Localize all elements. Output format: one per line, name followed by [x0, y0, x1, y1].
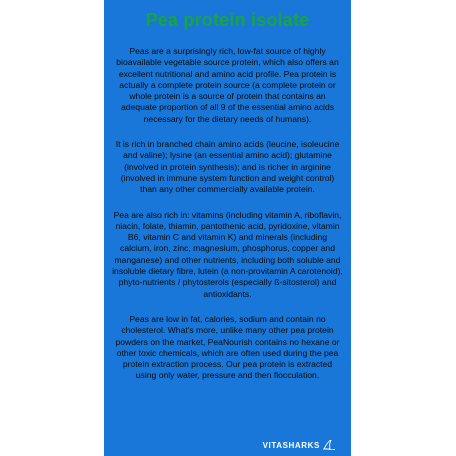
brand-name [263, 441, 320, 450]
brand-name-part1: VITA [262, 440, 283, 450]
shark-fin-icon [323, 440, 335, 450]
paragraph-vitamins-minerals: Pea are also rich in: vitamins (including vitamin A, riboflavin, niacin, folate, thiamin, pantothenic acid, pyridoxine, vitamin B6, vitamin C and vitamin K) and minerals (including calcium, iron, zinc, magnesium, phosphorus, copper and manganese) and other nutrients, including both soluble and insoluble dietary fibre, lutein (a non-provitamin A carotenoid), phyto-nutrients / phytosterols (especially ß-sitosterol) and antioxidants. [112, 209, 343, 299]
brand-logo [263, 440, 335, 450]
paragraph-amino-acids: It is rich in branched chain amino acids (leucine, isoleucine and valine); lysine (an essential amino acid); glutamine (involved in protein synthesis); and is richer in arginine (involved in immune system function and weight control) than any other commercially available protein. [115, 139, 340, 195]
paragraph-low-fat: Peas are low in fat, calories, sodium and contain no cholesterol. What's more, unlike many other pea protein powders on the market, PeaNourish contains no hexane or other toxic chemicals, which are often used during the pea protein extraction process. Our pea protein is extracted using only water, pressure and then flocculation. [115, 313, 340, 381]
info-panel [104, 0, 351, 456]
page-title: Pea protein isolate [145, 10, 310, 30]
paragraph-protein-source: Peas are a surprisingly rich, low-fat source of highly bioavailable vegetable source protein, which also offers an excellent nutritional and amino acid profile. Pea protein is actually a complete protein source (a complete protein or whole protein is a source of protein that contains an adequate proportion of all 9 of the essential amino acids necessary for the dietary needs of humans). [116, 46, 339, 124]
brand-name-part2: SHARKS [282, 440, 320, 450]
